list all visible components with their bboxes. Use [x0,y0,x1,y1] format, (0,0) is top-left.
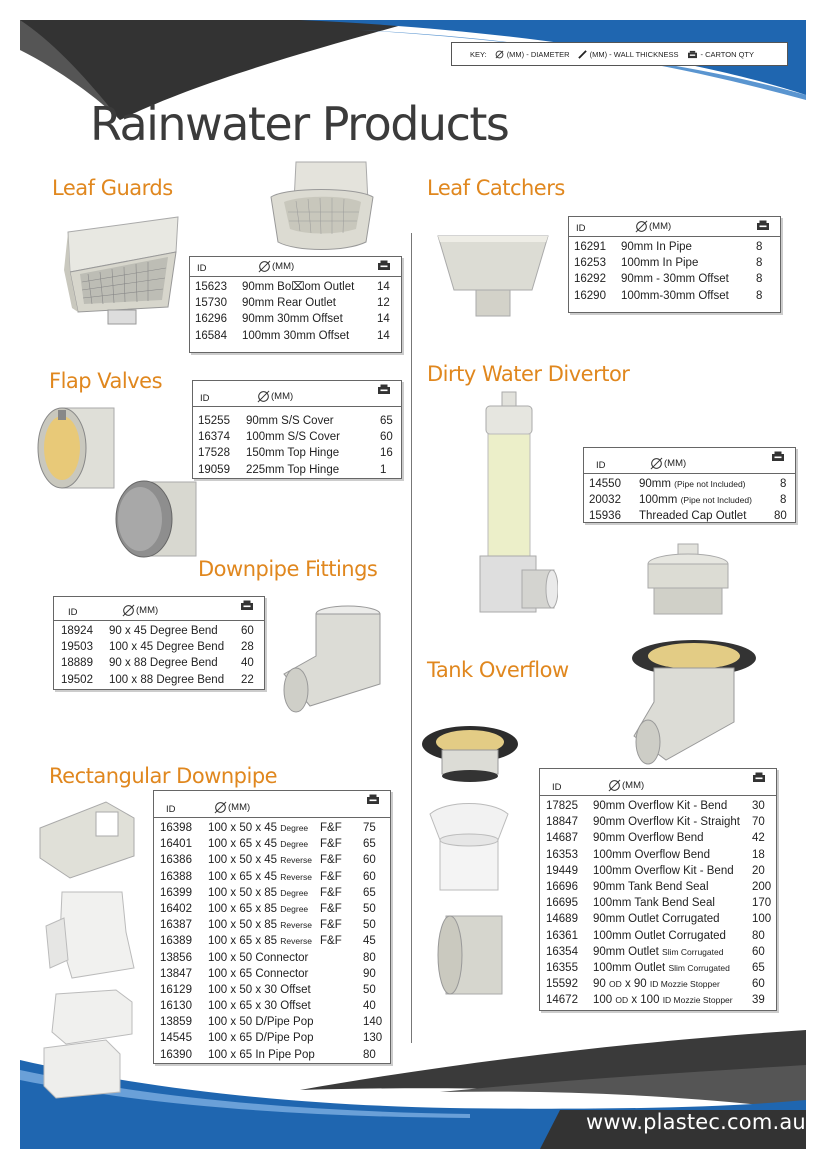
table-row: 19059 225mm Top Hinge 1 [198,463,387,476]
table-row: 16390 100 x 65 In Pipe Pop 80 [160,1048,376,1061]
key-carton-text: - CARTON QTY [700,49,754,59]
table-row: 15255 90mm S/S Cover 65 [198,415,393,427]
carton-icon [377,260,391,271]
rect-downpipe-connector-image [40,988,138,1100]
table-header [540,769,776,796]
pencil-icon [578,50,587,59]
table-header [569,217,780,237]
key-wall [578,50,679,59]
website-url[interactable]: www.plastec.com.au [586,1110,806,1134]
table-row: 16695 100mm Tank Bend Seal 170 [546,897,772,910]
table-row: 20032 100mm (Pipe not Included) 8 [589,494,787,507]
header-id: ID [552,782,562,793]
page-title: Rainwater Products [90,97,509,151]
table-rect-downpipe [153,790,391,1064]
header-diameter: (MM) [608,779,644,792]
table-row: 18847 90mm Overflow Kit - Straight 70 [546,816,765,829]
diameter-icon [214,801,227,814]
diameter-icon [122,604,135,617]
table-downpipe-fittings [53,596,265,690]
table-header [584,448,795,474]
table-row: 16129 100 x 50 x 30 Offset 50 [160,983,376,996]
table-header [190,257,401,277]
key-legend [451,42,788,66]
column-divider [411,233,412,1043]
rect-downpipe-offset-image [38,886,142,982]
table-row: 14545 100 x 65 D/Pipe Pop 130 [160,1032,383,1045]
flap-valve-2-image [110,476,200,560]
diameter-icon [495,50,504,59]
table-row: 16296 90mm 30mm Offset 14 [195,313,390,326]
table-row: 16374 100mm S/S Cover 60 [198,431,393,444]
leaf-guard-image [58,212,186,332]
carton-icon [377,384,391,395]
dirty-water-divertor-image [462,390,558,620]
table-row: 16253 100mm In Pipe 8 [574,257,763,270]
header-diameter: (MM) [650,457,686,470]
table-row: 14687 90mm Overflow Bend 42 [546,832,765,845]
table-row: 16130 100 x 65 x 30 Offset 40 [160,1000,376,1013]
diameter-icon [650,457,663,470]
key-wall-text: (MM) - WALL THICKNESS [589,49,679,59]
table-header [154,791,390,818]
header-id: ID [200,393,210,404]
threaded-cap-image [644,540,732,620]
section-title-leaf-guards: Leaf Guards [52,176,173,200]
leaf-guard-top-image [266,157,378,257]
table-leaf-catchers [568,216,781,313]
section-title-flap-valves: Flap Valves [49,369,163,393]
table-row: 14672 100 OD x 100 ID Mozzie Stopper 39 [546,994,765,1007]
table-header [54,597,264,621]
table-row: 13856 100 x 50 Connector 80 [160,951,376,964]
table-row: 16387 100 x 50 x 85 Reverse F&F 50 [160,919,376,932]
table-row: 16292 90mm - 30mm Offset 8 [574,273,763,286]
header-diameter: (MM) [214,801,250,814]
table-row: 15936 Threaded Cap Outlet 80 [589,510,787,523]
table-row: 14689 90mm Outlet Corrugated 100 [546,913,772,926]
diameter-icon [257,390,270,403]
carton-icon [687,50,698,59]
section-title-tank-overflow: Tank Overflow [427,658,569,682]
mozzie-stopper-image [426,800,512,894]
table-row: 16584 100mm 30mm Offset 14 [195,329,390,342]
diameter-icon [608,779,621,792]
downpipe-bend-image [280,604,392,714]
table-row: 19502 100 x 88 Degree Bend 22 [61,673,254,686]
carton-icon [756,220,770,231]
table-flap-valves [192,380,402,479]
table-header [193,381,401,407]
table-row: 15730 90mm Rear Outlet 12 [195,297,390,310]
carton-icon [771,451,785,462]
table-row: 16291 90mm In Pipe 8 [574,241,763,253]
table-row: 16354 90mm Outlet Slim Corrugated 60 [546,945,765,958]
table-leaf-guards [189,256,402,353]
table-row: 16388 100 x 65 x 45 Reverse F&F 60 [160,870,376,883]
outlet-corrugated-image [436,910,508,1000]
carton-icon [366,794,380,805]
header-id: ID [166,804,176,815]
diameter-icon [635,220,648,233]
table-row: 17825 90mm Overflow Kit - Bend 30 [546,800,765,812]
key-carton [687,50,754,59]
diameter-icon [258,260,271,273]
table-row: 16290 100mm-30mm Offset 8 [574,289,763,302]
table-row: 16386 100 x 50 x 45 Reverse F&F 60 [160,854,376,867]
header-id: ID [68,607,78,618]
tank-overflow-bend-image [626,632,758,766]
table-row: 14550 90mm (Pipe not Included) 8 [589,478,787,490]
table-row: 13847 100 x 65 Connector 90 [160,967,376,980]
table-row: 17528 150mm Top Hinge 16 [198,447,393,460]
tank-overflow-seal-image [420,722,520,784]
header-id: ID [576,223,586,234]
table-row: 16353 100mm Overflow Bend 18 [546,848,765,861]
table-dirty-water [583,447,796,523]
table-row: 15592 90 OD x 90 ID Mozzie Stopper 60 [546,978,765,991]
leaf-catcher-image [434,228,552,320]
section-title-rect-downpipe: Rectangular Downpipe [49,764,278,788]
table-row: 16402 100 x 65 x 85 Degree F&F 50 [160,902,376,915]
key-label: KEY: [470,49,487,59]
table-row: 16355 100mm Outlet Slim Corrugated 65 [546,961,765,974]
carton-icon [240,600,254,611]
table-row: 18924 90 x 45 Degree Bend 60 [61,625,254,637]
section-title-leaf-catchers: Leaf Catchers [427,176,565,200]
key-diameter [495,50,570,59]
table-row: 16361 100mm Outlet Corrugated 80 [546,929,765,942]
table-row: 16399 100 x 50 x 85 Degree F&F 65 [160,886,376,899]
table-row: 19503 100 x 45 Degree Bend 28 [61,641,254,654]
key-diameter-text: (MM) - DIAMETER [506,49,570,59]
header-id: ID [596,460,606,471]
section-title-downpipe-fittings: Downpipe Fittings [198,557,378,581]
rect-downpipe-bend-image [36,798,140,880]
table-row: 18889 90 x 88 Degree Bend 40 [61,657,254,670]
header-diameter: (MM) [635,220,671,233]
table-row: 16696 90mm Tank Bend Seal 200 [546,880,772,893]
header-id: ID [197,263,207,274]
header-diameter: (MM) [258,260,294,273]
header-diameter: (MM) [122,604,158,617]
table-row: 13859 100 x 50 D/Pipe Pop 140 [160,1016,383,1029]
carton-icon [752,772,766,783]
section-title-dirty-water: Dirty Water Divertor [427,362,630,386]
table-row: 16398 100 x 50 x 45 Degree F&F 75 [160,822,376,834]
table-row: 19449 100mm Overflow Kit - Bend 20 [546,864,765,877]
table-row: 16401 100 x 65 x 45 Degree F&F 65 [160,838,376,851]
table-row: 15623 90mm Bo⌧om Outlet 14 [195,281,390,293]
table-row: 16389 100 x 65 x 85 Reverse F&F 45 [160,935,376,948]
flap-valve-image [34,404,120,492]
header-diameter: (MM) [257,390,293,403]
table-tank-overflow [539,768,777,1011]
